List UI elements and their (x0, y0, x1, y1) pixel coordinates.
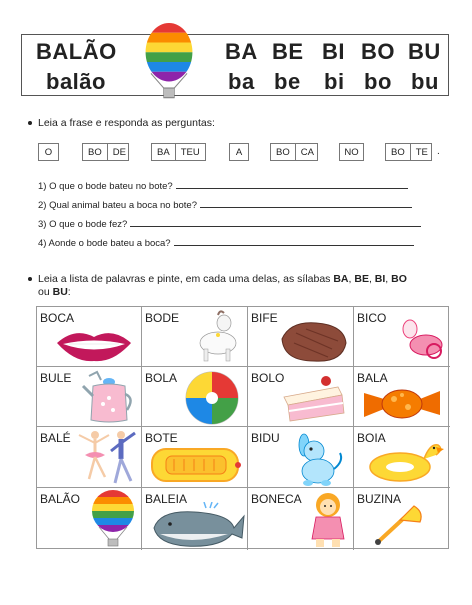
grid-cell[interactable] (248, 488, 354, 550)
ballet-dancers-icon (75, 429, 141, 487)
header-syllable-upper: BA (225, 39, 258, 64)
grid-word: BUZINA (357, 492, 402, 506)
pacifier-icon (396, 317, 446, 363)
answer-line[interactable] (174, 237, 414, 246)
grid-word: BIFE (251, 311, 278, 325)
instruction-2: Leia a lista de palavras e pinte, em cada uma delas, as sílabas BA, BE, BI, BO ou BU: (38, 273, 458, 299)
grid-cell[interactable] (354, 307, 450, 367)
syllable: NO (344, 146, 359, 158)
grid-cell[interactable] (248, 427, 354, 488)
grid-cell[interactable] (37, 427, 142, 488)
grid-cell[interactable] (354, 488, 450, 550)
header-box (21, 34, 449, 96)
word-tile (38, 143, 59, 161)
grid-word: BONECA (251, 492, 302, 506)
syllable: BO (391, 146, 405, 158)
word-tile (385, 143, 432, 161)
lips-icon (55, 327, 133, 363)
header-syllable-lower: ba (228, 69, 255, 94)
grid-cell[interactable] (37, 307, 142, 367)
header-syllable-upper: BI (322, 39, 345, 64)
grid-cell[interactable] (248, 367, 354, 427)
grid-word: BOLA (145, 371, 178, 385)
sentence-period: . (437, 146, 440, 157)
question-2: 2) Qual animal bateu a boca no bote? (38, 199, 412, 211)
instruction-1: Leia a frase e responda as perguntas: (38, 117, 215, 129)
grid-cell[interactable] (248, 307, 354, 367)
candy-icon (362, 381, 442, 425)
grid-cell[interactable] (142, 427, 248, 488)
answer-line[interactable] (130, 218, 421, 227)
grid-word: BALÃO (40, 492, 81, 506)
syllable: BA (157, 146, 170, 158)
grid-word: BALEIA (145, 492, 188, 506)
hot-air-balloon-icon (136, 23, 202, 101)
grid-cell[interactable] (142, 488, 248, 550)
syllable: BO (88, 146, 102, 158)
hot-air-balloon-icon (89, 489, 137, 549)
question-4: 4) Aonde o bode bateu a boca? (38, 237, 414, 249)
whale-icon (150, 502, 246, 548)
dog-icon (288, 431, 348, 487)
word-tile (270, 143, 318, 161)
word-grid (36, 306, 449, 549)
answer-line[interactable] (200, 199, 412, 208)
grid-word: BOLO (251, 371, 285, 385)
goat-icon (194, 309, 242, 365)
syllable: DE (107, 144, 131, 160)
syllable: BO (276, 146, 290, 158)
grid-word: BOIA (357, 431, 386, 445)
header-syllable-upper: BU (408, 39, 441, 64)
grid-cell[interactable] (37, 488, 142, 550)
header-syllable-lower: bu (411, 69, 439, 94)
word-tile (339, 143, 364, 161)
teapot-icon (79, 368, 139, 426)
grid-cell[interactable] (142, 307, 248, 367)
question-1: 1) O que o bode bateu no bote? (38, 180, 408, 192)
grid-word: BIDU (251, 431, 280, 445)
grid-word: BULE (40, 371, 72, 385)
header-syllable-upper: BO (361, 39, 395, 64)
word-tile (229, 143, 249, 161)
raft-icon (148, 445, 244, 485)
grid-cell[interactable] (354, 367, 450, 427)
swim-ring-icon (364, 437, 444, 485)
syllable: CA (295, 144, 319, 160)
header-word-upper: BALÃO (36, 39, 117, 64)
grid-word: BALA (357, 371, 388, 385)
steak-icon (276, 319, 350, 365)
syllable: TEU (175, 144, 205, 160)
horn-icon (374, 504, 424, 548)
grid-word: BOCA (40, 311, 75, 325)
grid-word: BALÉ (40, 431, 71, 445)
question-3: 3) O que o bode fez? (38, 218, 421, 230)
syllable: O (44, 146, 53, 158)
grid-word: BOTE (145, 431, 178, 445)
header-word-lower: balão (46, 69, 106, 94)
grid-cell[interactable] (37, 367, 142, 427)
grid-cell[interactable] (142, 367, 248, 427)
grid-word: BODE (145, 311, 180, 325)
grid-word: BICO (357, 311, 387, 325)
beach-ball-icon (184, 370, 240, 426)
cake-icon (282, 373, 346, 423)
doll-icon (306, 491, 350, 549)
header-syllable-upper: BE (272, 39, 304, 64)
header-syllable-lower: bo (364, 69, 392, 94)
word-tile (82, 143, 129, 161)
header-syllable-lower: bi (324, 69, 345, 94)
header-syllable-lower: be (274, 69, 301, 94)
syllable: A (235, 146, 243, 158)
word-tile (151, 143, 206, 161)
grid-cell[interactable] (354, 427, 450, 488)
answer-line[interactable] (176, 180, 408, 189)
syllable: TE (410, 144, 433, 160)
